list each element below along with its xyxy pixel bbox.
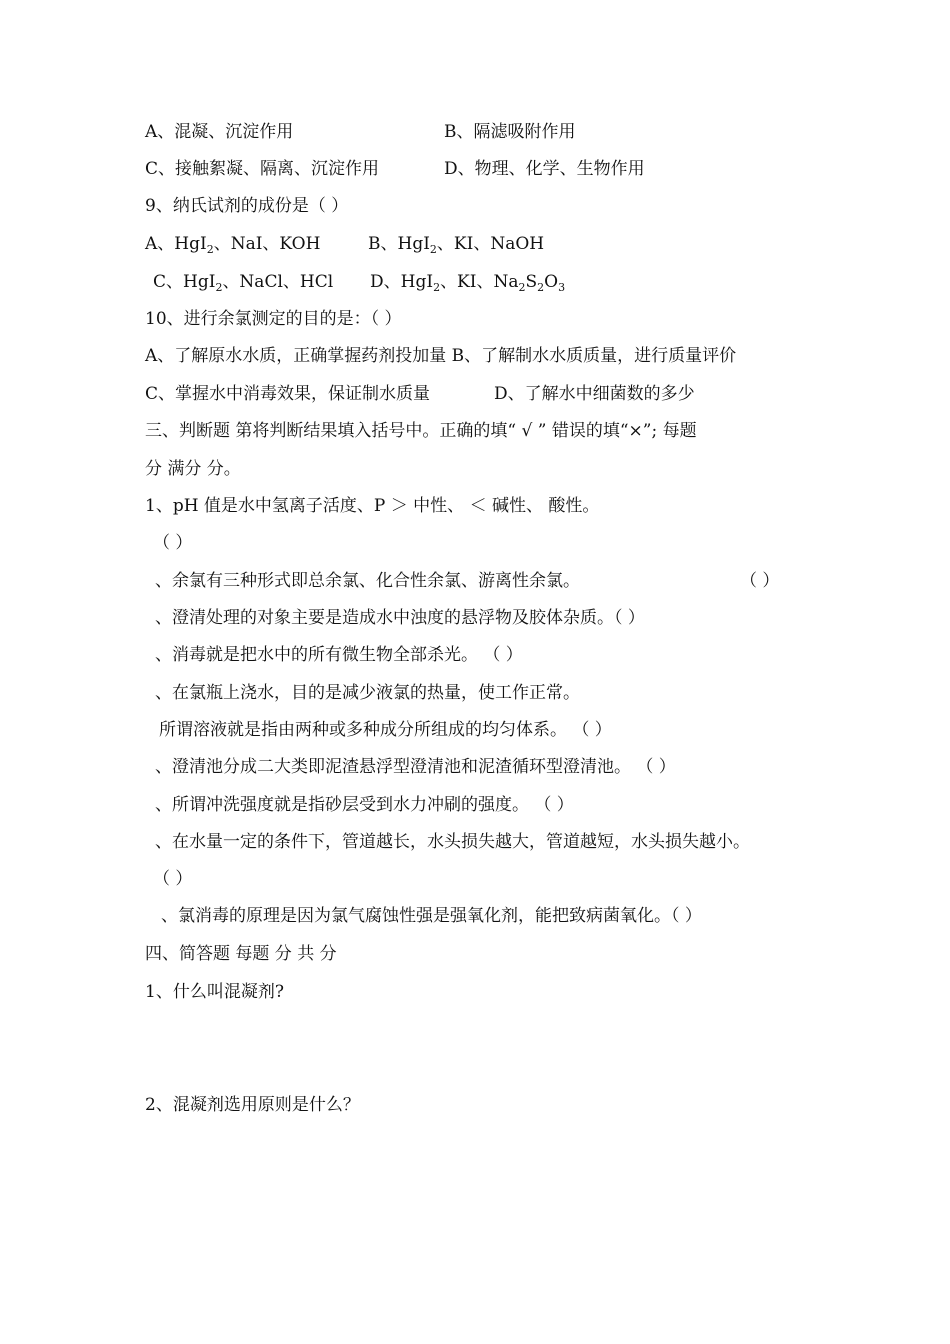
q9-option-b — [368, 233, 544, 261]
q9-option-c — [153, 271, 333, 299]
q9-d-prefix: D、HgI — [370, 272, 434, 292]
section3-heading-cont: 分 满分 分。 — [145, 459, 241, 479]
q10-option-c: C、掌握水中消毒效果，保证制水质量 — [145, 384, 431, 404]
q9-c-subscript: 2 — [215, 281, 223, 294]
q9-d-o: O — [544, 272, 559, 292]
tf-q7: 、澄清池分成二大类即泥渣悬浮型澄清池和泥渣循环型澄清池。 （ ） — [155, 757, 676, 777]
q10-stem: 10、进行余氯测定的目的是：（ ） — [145, 309, 402, 329]
q9-a-rest: 、NaI、KOH — [213, 234, 321, 254]
q9-d-s: S — [525, 272, 538, 292]
q8-option-c: C、接触絮凝、隔离、沉淀作用 — [145, 159, 380, 179]
q8-option-d: D、物理、化学、生物作用 — [444, 159, 645, 179]
q9-c-rest: 、NaCl、HCl — [222, 272, 334, 292]
q9-c-prefix: C、HgI — [153, 272, 216, 292]
q9-d-sub2: 2 — [518, 281, 526, 294]
q8-option-b: B、隔滤吸附作用 — [444, 122, 576, 142]
q9-option-a — [145, 233, 320, 261]
q9-b-subscript: 2 — [429, 243, 437, 256]
tf-q2-paren: （ ） — [740, 571, 780, 591]
tf-q8: 、所谓冲洗强度就是指砂层受到水力冲刷的强度。 （ ） — [155, 795, 574, 815]
tf-q9-paren: （ ） — [153, 869, 193, 889]
q10-options-ab: A、了解原水水质，正确掌握药剂投加量 B、了解制水水质质量，进行质量评价 — [145, 346, 737, 366]
tf-q1-paren: （ ） — [153, 533, 193, 553]
q9-b-prefix: B、HgI — [368, 234, 430, 254]
q9-b-rest: 、KI、NaOH — [436, 234, 545, 254]
section3-heading: 三、判断题 第将判断结果填入括号中。正确的填“ √ ” 错误的填“×”; 每题 — [145, 421, 697, 441]
tf-q2: 、余氯有三种形式即总余氯、化合性余氯、游离性余氯。 — [155, 571, 580, 591]
tf-q10: 、氯消毒的原理是因为氯气腐蚀性强是强氧化剂，能把致病菌氧化。（ ） — [161, 906, 702, 926]
tf-q1: 1、pH 值是水中氢离子活度、P ＞ 中性、 ＜ 碱性、 酸性。 — [145, 496, 600, 516]
q9-a-prefix: A、HgI — [145, 234, 207, 254]
q9-d-sub3: 2 — [537, 281, 545, 294]
tf-q9: 、在水量一定的条件下，管道越长，水头损失越大，管道越短，水头损失越小。 — [155, 832, 750, 852]
tf-q4: 、消毒就是把水中的所有微生物全部杀光。 （ ） — [155, 645, 523, 665]
q9-option-d — [370, 271, 565, 299]
q9-d-sub1: 2 — [433, 281, 441, 294]
q10-option-d: D、了解水中细菌数的多少 — [494, 384, 695, 404]
q9-stem: 9、纳氏试剂的成份是（ ） — [145, 196, 349, 216]
section4-heading: 四、简答题 每题 分 共 分 — [145, 944, 337, 964]
q9-d-sub4: 3 — [558, 281, 566, 294]
tf-q3: 、澄清处理的对象主要是造成水中浊度的悬浮物及胶体杂质。（ ） — [155, 608, 645, 628]
tf-q5: 、在氯瓶上浇水，目的是减少液氯的热量，使工作正常。 — [155, 683, 580, 703]
sa-q1: 1、什么叫混凝剂? — [145, 982, 284, 1002]
sa-q2: 2、混凝剂选用原则是什么？ — [145, 1095, 360, 1115]
q8-option-a: A、混凝、沉淀作用 — [145, 122, 294, 142]
q9-a-subscript: 2 — [206, 243, 214, 256]
tf-q6: 所谓溶液就是指由两种或多种成分所组成的均匀体系。 （ ） — [159, 720, 612, 740]
q9-d-mid: 、KI、Na — [440, 272, 519, 292]
